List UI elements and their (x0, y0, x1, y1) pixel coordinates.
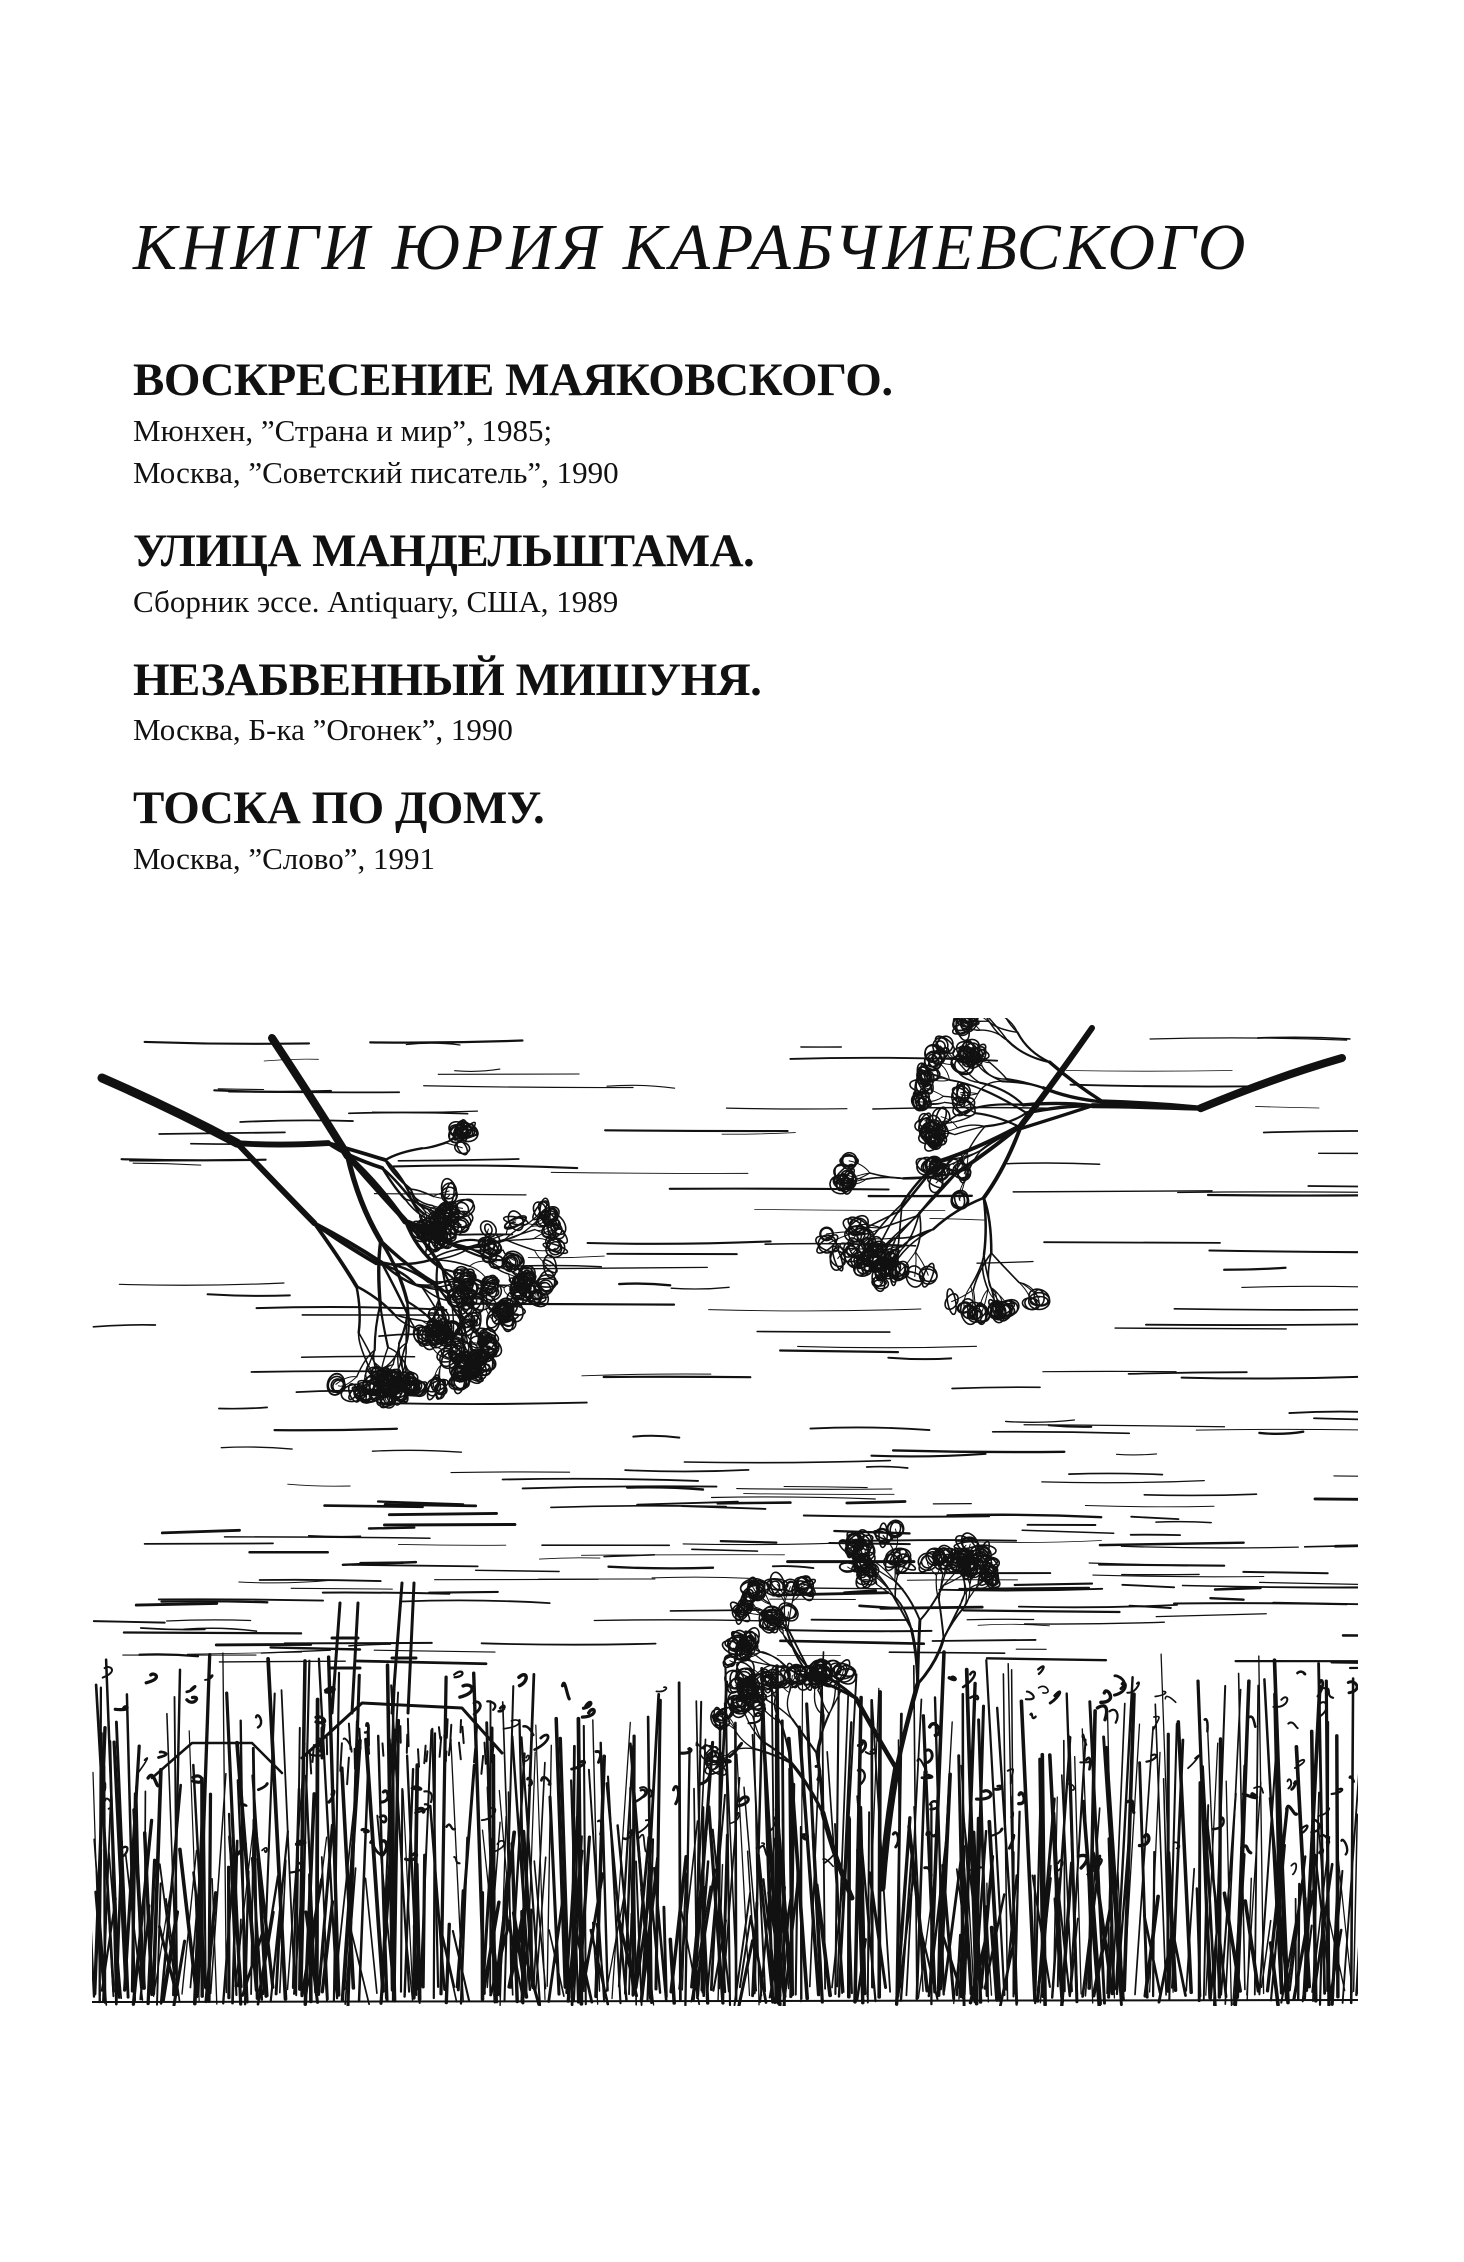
page-heading: КНИГИ ЮРИЯ КАРАБЧИЕВСКОГО (133, 211, 1249, 284)
book-entry (133, 525, 1373, 623)
book-entry (133, 354, 1373, 495)
book-entry (133, 654, 1373, 752)
book-publication: Мюнхен, ”Страна и мир”, 1985; (133, 412, 553, 448)
book-publication: Сборник эссе. Antiquary, США, 1989 (133, 583, 619, 619)
book-entry (133, 782, 1373, 880)
book-title: ТОСКА ПО ДОМУ. (133, 781, 545, 834)
book-list (133, 354, 1373, 910)
book-title: УЛИЦА МАНДЕЛЬШТАМА. (133, 525, 755, 578)
book-title: ВОСКРЕСЕНИЕ МАЯКОВСКОГО. (133, 354, 893, 406)
landscape-sketch-icon (92, 1018, 1358, 2006)
book-publication: Москва, ”Советский писатель”, 1990 (133, 455, 619, 491)
book-publication: Москва, Б-ка ”Огонек”, 1990 (133, 712, 513, 748)
book-title: НЕЗАБВЕННЫЙ МИШУНЯ. (133, 653, 762, 706)
landscape-sketch-drawing (92, 1018, 1358, 2006)
book-publication: Москва, ”Слово”, 1991 (133, 840, 435, 876)
